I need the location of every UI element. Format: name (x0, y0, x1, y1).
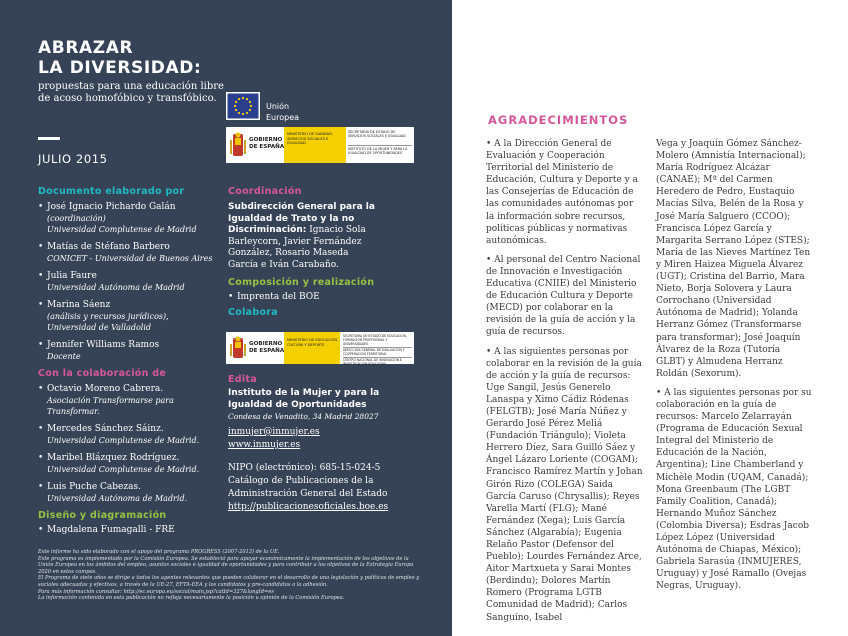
gov2-label-1: GOBIERNO (249, 341, 283, 347)
eu-star (235, 101, 237, 103)
eu-logo (226, 92, 326, 124)
coordinacion-bold: Subdirección General para la Igualdad de Trato y la no Discriminación: (228, 202, 375, 235)
catalogo-url: http://publicacionesoficiales.boe.es (228, 502, 389, 512)
eu-star (238, 112, 240, 114)
eu-star (242, 97, 244, 99)
composicion-credit: • Imprenta del BOE (228, 292, 378, 303)
eu-star (249, 101, 251, 103)
gov-label-2: DE ESPAÑA (249, 144, 285, 150)
composicion-heading: Composición y realización (228, 277, 375, 288)
footnote-line: El Programa de siete años se dirige a todos los agentes relevantes que pueden colaborar en el desarrollo de una legislación y políticas de empleo y sociales adecuadas y efectivas, a través de la UE-27, EFTA-EEA y los candidatos y pre-candidatos a la adhesión. (38, 575, 420, 588)
credit-item (38, 340, 218, 362)
acknowledgements-page (452, 0, 848, 636)
eu-star (249, 109, 251, 111)
eu-star (238, 98, 240, 100)
credit-affiliation: (análisis y recursos jurídicos), (47, 312, 169, 321)
edita-web: www.inmujer.es (228, 440, 301, 450)
gov-secretaria: SECRETARÍA DE ESTADO DE SERVICIOS SOCIALES E IGUALDAD (348, 130, 412, 146)
acknowledgements-column-2 (656, 138, 812, 599)
diseno-heading: Diseño y diagramación (38, 510, 167, 521)
catalogo: Catálogo de Publicaciones de la Administración General del Estado (228, 476, 388, 499)
credits-column-1 (38, 186, 218, 543)
gov-label-1: GOBIERNO (249, 137, 283, 143)
gov-instituto: INSTITUTO DE LA MUJER Y PARA LA IGUALDAD DE OPORTUNIDADES (348, 147, 408, 156)
title-line-2: LA DIVERSIDAD: (38, 58, 202, 78)
credit-item (38, 453, 218, 475)
credit-name: Julia Faure (47, 271, 97, 281)
eu-star (235, 109, 237, 111)
documento-heading: Documento elaborado por (38, 186, 185, 197)
credit-item (38, 202, 218, 235)
coordinacion-names: Ignacio Sola Barleycorn, Javier Fernández González, Rosario Maseda García e Iván Carabaño. (228, 225, 366, 270)
credit-item (38, 300, 218, 333)
edita-address: Condesa de Venadito, 34 Madrid 28027 (228, 412, 379, 421)
credit-affiliation: Transformar. (47, 407, 100, 416)
colabora-heading: Colabora (228, 307, 278, 318)
footnote-line: Este informe ha sido elaborado con el apoyo del programa PROGRESS (2007-2013) de la UE. (38, 549, 280, 555)
gov-ministry: MINISTERIO DE SANIDAD, SERVICIOS SOCIALES E IGUALDAD (287, 132, 333, 146)
page-title (38, 38, 201, 78)
credit-name: José Ignacio Pichardo Galán (47, 202, 176, 212)
coat-of-arms-icon (230, 132, 246, 158)
gov2-secretaria: SECRETARÍA DE ESTADO DE EDUCACIÓN, FORMACIÓN PROFESIONAL Y UNIVERSIDADES (343, 334, 412, 348)
title-line-1: ABRAZAR (38, 38, 134, 58)
acknowledgement-paragraph: • A las siguientes personas por su colaboración en la guía de recursos: Marcelo Zelarrayán (Programa de Educación Sexual Integral del Ministerio de Educación de la Nación, Argentina); Line Chamberland y Michèle Modin (UQAM, Canadá); Mona Greenbaum (The LGBT Family Coalition, Canadá); Hernando Muñoz Sánchez (Colombia Diversa); Esdras Jacob López López (Universidad Autónoma de Chiapas, México); Gabriela Sarasúa (INMUJERES, Uruguay) y José Ramallo (Ovejas Negras, Uruguay). (656, 387, 812, 592)
credit-item (38, 482, 218, 504)
credit-affiliation: Asociación Transformarse para (47, 396, 174, 405)
eu-star (242, 113, 244, 115)
credits-column-2 (228, 186, 378, 318)
colaboracion-list (38, 384, 218, 504)
acknowledgements-title: AGRADECIMIENTOS (488, 113, 629, 127)
documento-list (38, 202, 218, 362)
edita-email: inmujer@inmujer.es (228, 427, 320, 437)
footnote-line: Para más información consultar: http://ec.europa.eu/social/main.jsp?catId=327&langId=es (38, 588, 274, 595)
gov2-label-2: DE ESPAÑA (249, 348, 285, 354)
footnote (38, 549, 423, 602)
credit-item (38, 271, 218, 293)
education-ministry-logo (226, 332, 414, 364)
diseno-list (38, 525, 218, 536)
edita-heading: Edita (228, 374, 257, 385)
credit-name: Luis Puche Cabezas. (47, 482, 141, 492)
government-ministry-logo (226, 127, 414, 163)
credit-name: Marina Sáenz (47, 300, 111, 310)
acknowledgement-paragraph: • A la Dirección General de Evaluación y Cooperación Territorial del Ministerio de Educación, Cultura y Deporte y a las Consejerías de Educación de las comunidades autónomas por la información sobre recursos, políticas públicas y normativas autonómicas. (486, 139, 638, 246)
acknowledgement-paragraph: • A las siguientes personas por colaborar en la revisión de la guía de acción y la guía de recursos: Uge Sangil, Jesús Generelo Lanaspa y Ximo Cádiz Ródenas (FELGTB); José María Núñez y Gerardo José Pérez Meliá (Fundación Triángulo); Violeta Herrero Díez, Sara Guilló Sáez y Ángel Lázaro Loriente (COGAM); Francisco Ramírez Martín y Johan Girón Rizo (COLEGA) Saida García Caruso (Chrysallis); Reyes Varella Martí (FLG); Mané Fernández (Xega); Luis García Sánchez (Algarabía); Eugenia Relaño Pastor (Defensor del Pueblo); Lourdes Fernández Arce, Aitor Martxueta y Sarai Montes (Berdindu); Dolores Martín Romero (Programa LGTB Comunidad de Madrid); Carlos Sanguino, Isabel (486, 346, 643, 623)
coat-of-arms-icon (230, 336, 246, 360)
credit-affiliation: Universidad Complutense de Madrid. (47, 436, 200, 445)
footnote-line: Este programa es implementado por la Comisión Europea. Se estableció para apoyar económicamente la implementación de los objetivos de la Unión Europea en los ámbitos del empleo, asuntos sociales e igualdad de oportunidades y para contribuir a los objetivos de la Estrategia Europa 2020 en estos campos. (38, 555, 414, 575)
gov2-direccion: DIRECCIÓN GENERAL DE EVALUACIÓN Y COOPERACIÓN TERRITORIAL (343, 348, 412, 358)
coordinacion-text (228, 202, 378, 271)
credit-item (38, 242, 218, 264)
eu-flag-icon (226, 92, 260, 120)
eu-star (246, 112, 248, 114)
eu-star (246, 98, 248, 100)
credit-affiliation: Universidad Complutense de Madrid (47, 225, 197, 234)
credit-name: Jennifer Williams Ramos (47, 340, 160, 350)
gov2-ministry: MINISTERIO DE EDUCACIÓN, CULTURA Y DEPORTE (287, 338, 339, 347)
publication-date: JULIO 2015 (38, 152, 108, 166)
acknowledgement-paragraph: • Al personal del Centro Nacional de Innovación e Investigación Educativa (CNIIE) del Ministerio de Educación Cultura y Deporte (MECD) por colaborar en la revisión de la guía de acción y la guía de recursos. (486, 254, 641, 338)
credit-affiliation: (coordinación) (47, 214, 106, 223)
eu-star (234, 105, 236, 107)
composicion-list (228, 292, 378, 303)
acknowledgements-column-1 (486, 138, 644, 631)
credit-affiliation: Universidad Complutense de Madrid. (47, 465, 200, 474)
credit-affiliation: Universidad Autónoma de Madrid. (47, 494, 188, 503)
credit-affiliation: CONICET - Universidad de Buenos Aires (47, 254, 213, 263)
edita-institution: Instituto de la Mujer y para la Igualdad de Oportunidades (228, 388, 380, 410)
credit-affiliation: Docente (47, 352, 81, 361)
credit-affiliation: Universidad Autónoma de Madrid (47, 283, 185, 292)
gov2-centro: CENTRO NACIONAL DE INNOVACIÓN E INVESTIGACIÓN EDUCATIVA (343, 358, 402, 366)
credit-name: Maribel Blázquez Rodríguez. (47, 453, 180, 463)
credit-name: Octavio Moreno Cabrera. (47, 384, 164, 394)
credit-item (38, 424, 218, 446)
subtitle: propuestas para una educación libre de acoso homofóbico y transfóbico. (38, 81, 224, 104)
credit-affiliation: Universidad de Valladolid (47, 323, 152, 332)
coordinacion-heading: Coordinación (228, 186, 302, 197)
acknowledgement-paragraph: Vega y Joaquín Gómez Sánchez-Molero (Amnistía Internacional); María Rodríguez Alcázar (CANAE); Mª del Carmen Heredero de Pedro, Eustaquio Macías Silva, Belén de la Rosa y José María Salguero (CCOO); Francisca López García y Margarita Serrano López (STES); María de las Nieves Martínez Ten y Miren Haizea Miguela Álvarez (UGT); Cristina del Barrio, Mara Nieto, Borja Solovera y Laura Corrochano (Universidad Autónoma de Madrid); Yolanda Herranz Gómez (Transformarse para transformar); José Joaquín Álvarez de la Roza (Tutoría GLBT) y Almudena Herranz Roldán (Sexorum). (656, 139, 811, 379)
credit-item (38, 384, 218, 417)
eu-star (250, 105, 252, 107)
eu-logo-line-1: Unión (266, 102, 290, 111)
title-divider (38, 137, 60, 140)
credit-name: Matías de Stéfano Barbero (47, 242, 170, 252)
colaboracion-heading: Con la colaboración de (38, 368, 167, 379)
nipo: NIPO (electrónico): 685-15-024-5 (228, 463, 381, 473)
eu-logo-line-2: Europea (266, 113, 300, 122)
diseno-credit: • Magdalena Fumagalli - FRE (38, 525, 218, 536)
credit-name: Mercedes Sánchez Sáinz. (47, 424, 164, 434)
edita-block (228, 374, 388, 514)
footnote-line: La información contenida en esta publicación no refleja necesariamente la posición u opinión de la Comisión Europea. (38, 595, 345, 602)
